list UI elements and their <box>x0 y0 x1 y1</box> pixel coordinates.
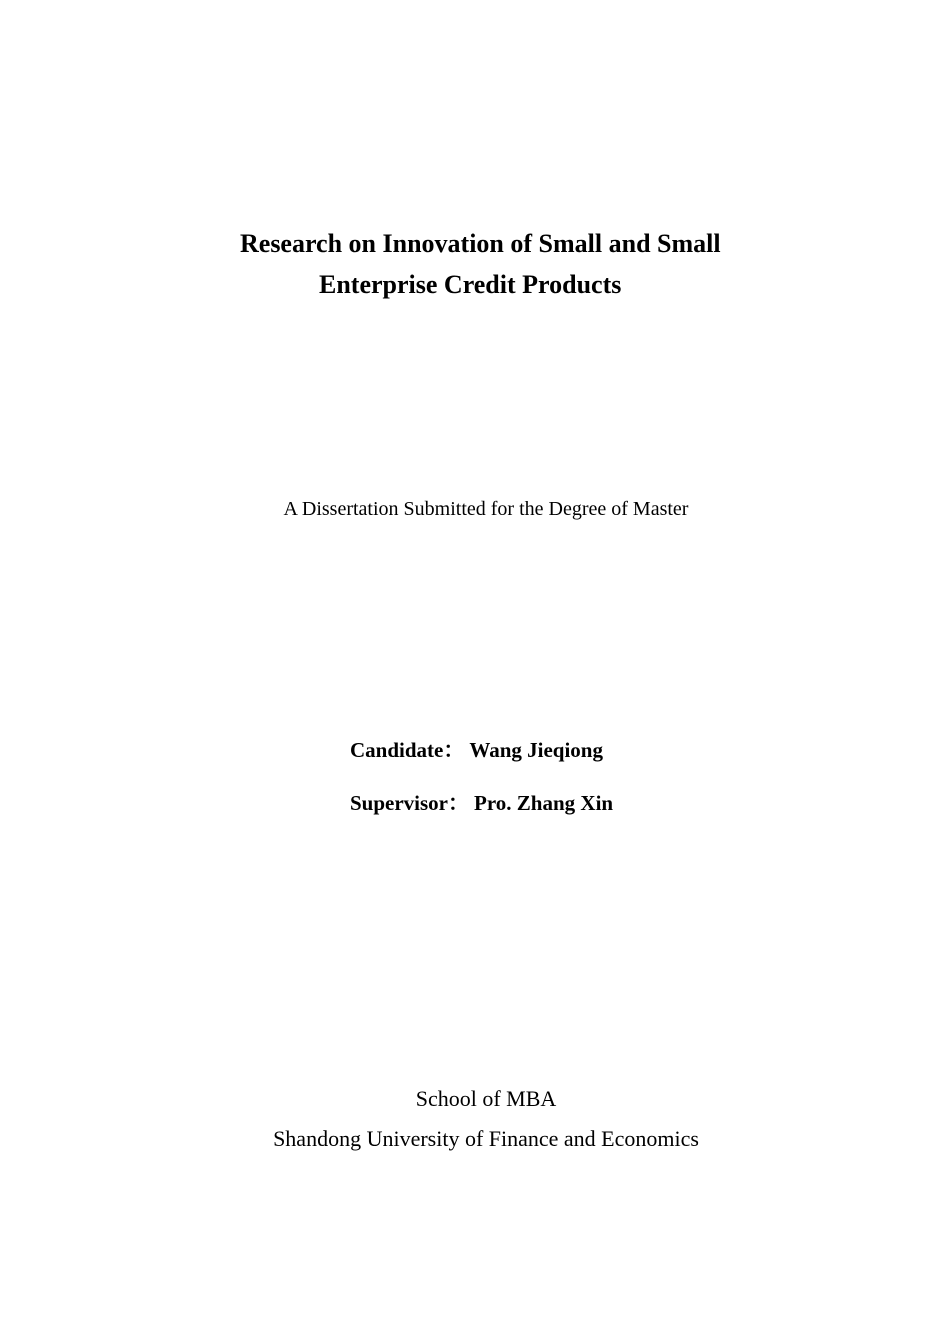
dissertation-title-line-1: Research on Innovation of Small and Small <box>240 229 721 258</box>
supervisor-name: Pro. Zhang Xin <box>474 791 614 815</box>
supervisor-label: Supervisor <box>350 791 449 815</box>
school-name: School of MBA <box>415 1086 557 1111</box>
supervisor-separator: ： <box>448 791 470 815</box>
candidate-line <box>350 736 603 764</box>
degree-statement: A Dissertation Submitted for the Degree of Master <box>283 498 689 520</box>
candidate-name: Wang Jieqiong <box>469 738 603 762</box>
university-name: Shandong University of Finance and Economics <box>273 1126 699 1151</box>
dissertation-title-line-2: Enterprise Credit Products <box>319 270 622 299</box>
candidate-label: Candidate <box>350 738 444 762</box>
supervisor-line <box>350 789 613 817</box>
candidate-separator: ： <box>443 738 465 762</box>
